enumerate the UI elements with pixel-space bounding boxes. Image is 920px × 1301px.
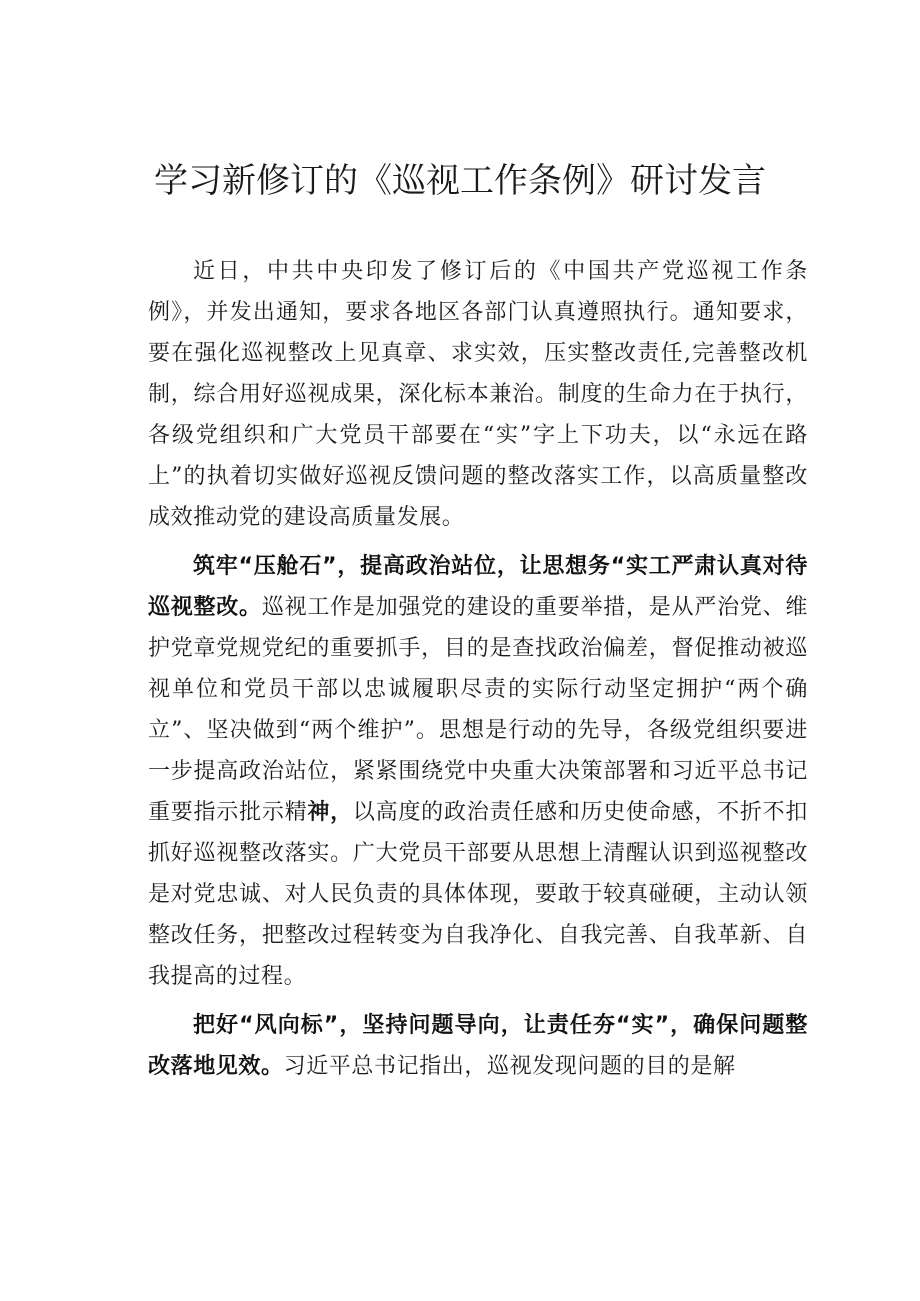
section-2-text: 习近平总书记指出，巡视发现问题的目的是解 (283, 1054, 736, 1079)
section-2-heading: 把好“风向标”，坚持问题导向，让责任夯“实”，确保问题整改落地见效。 (148, 1013, 808, 1079)
document-body (148, 251, 808, 1095)
paragraph-intro (148, 251, 808, 538)
paragraph-section-1 (148, 546, 808, 997)
paragraph-section-2 (148, 1005, 808, 1087)
document-title: 学习新修订的《巡视工作条例》研讨发言 (154, 161, 766, 201)
paragraph-intro-text: 近日，中共中央印发了修订后的《中国共产党巡视工作条例》，并发出通知，要求各地区各部门认真遵照执行。通知要求，要在强化巡视整改上见真章、求实效，压实整改责任,完善整改机制，综合用好巡视成果，深化标本兼治。制度的生命力在于执行，各级党组织和广大党员干部要在“实”字上下功夫，以“永远在路上”的执着切实做好巡视反馈问题的整改落实工作，以高质量整改成效推动党的建设高质量发展。 (148, 259, 808, 530)
section-1-emphasis: 神， (307, 800, 353, 825)
section-1-heading: 筑牢“压舱石”，提高政治站位，让思想务“实工严肃认真对待巡视整改。 (148, 554, 808, 620)
section-1-text-a: 巡视工作是加强党的建设的重要举措，是从严治党、维护党章党规党纪的重要抓手，目的是查找政治偏差，督促推动被巡视单位和党员干部以忠诚履职尽责的实际行动坚定拥护“两个确立”、坚决做到“两个维护”。思想是行动的先导，各级党组织要进一步提高政治站位，紧紧围绕党中央重大决策部署和习近平总书记重要指示批示精 (148, 595, 808, 825)
section-1-text-b: 以高度的政治责任感和历史使命感，不折不扣抓好巡视整改落实。广大党员干部要从思想上清醒认识到巡视整改是对党忠诚、对人民负责的具体体现，要敢于较真碰硬，主动认领整改任务，把整改过程转变为自我净化、自我完善、自我革新、自我提高的过程。 (148, 800, 808, 989)
